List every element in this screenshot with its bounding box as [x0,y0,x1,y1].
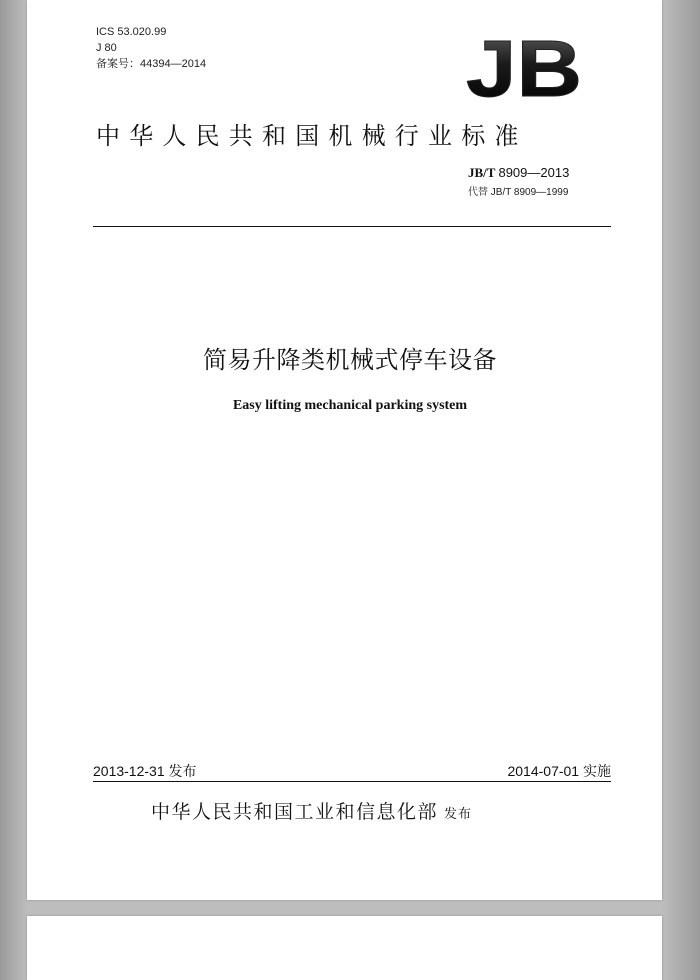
jb-logo-text: JB [466,30,582,102]
classification-code: J 80 [96,42,117,54]
document-title-cn: 简易升降类机械式停车设备 [203,346,497,374]
replaces-standard: 代替 JB/T 8909—1999 [468,187,569,198]
document-page-2 [27,916,662,980]
publisher [151,797,472,824]
publisher-name: 中华人民共和国工业和信息化部 [151,801,439,823]
document-title-en: Easy lifting mechanical parking system [232,398,468,413]
implementation-date: 2014-07-01 实施 [507,763,611,779]
jb-logo [464,30,584,102]
header-rule [93,226,611,227]
publisher-suffix: 发布 [444,807,473,822]
standard-category-title: 中华人民共和国机械行业标准 [96,122,528,150]
filing-number: 备案号：44394—2014 [96,58,207,70]
footer-rule [93,781,611,782]
standard-code-number: 8909—2013 [498,165,570,180]
issue-date: 2013-12-31 发布 [93,763,197,779]
standard-number [468,165,569,181]
ics-code: ICS 53.020.99 [96,26,167,38]
standard-code-prefix: JB/T [468,165,496,180]
